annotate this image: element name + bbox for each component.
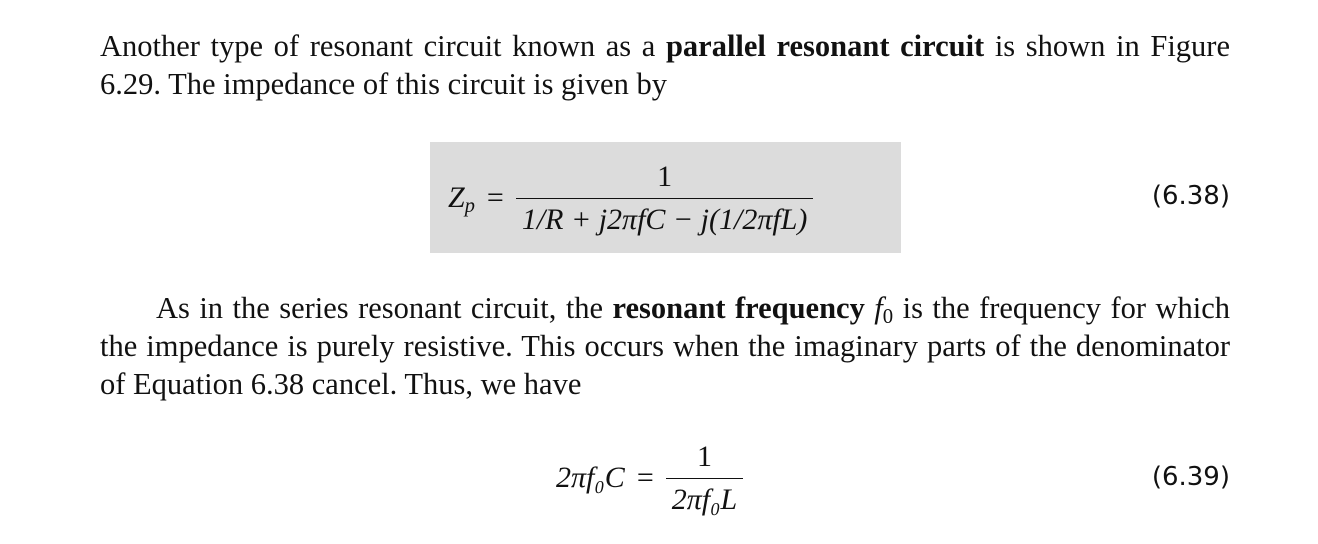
resonant-frequency-subscript: 0 bbox=[882, 306, 894, 329]
equation-number-6-38: (6.38) bbox=[1151, 181, 1230, 211]
term-parallel-resonant-circuit: parallel resonant circuit bbox=[665, 29, 985, 63]
paragraph2-text-after: is the frequency for which the impedance is purely resistive. This occurs when the imaginary parts of the denominator of Equation 6.38 cancel. Thus, we have bbox=[100, 291, 1230, 401]
fraction-denominator: 1/R + j2πfC − j(1/2πfL) bbox=[521, 202, 808, 236]
fraction-numerator: 1 bbox=[657, 159, 673, 193]
impedance-subscript: p bbox=[464, 195, 475, 218]
equals-sign: = bbox=[636, 461, 654, 494]
equation-6-38 bbox=[448, 155, 813, 241]
impedance-symbol: Z bbox=[448, 181, 465, 214]
paragraph-resonant-frequency bbox=[100, 289, 1230, 403]
equation-6-39 bbox=[556, 438, 743, 518]
resonant-frequency-symbol: f bbox=[874, 291, 883, 325]
equation-number-6-39: (6.39) bbox=[1151, 462, 1230, 492]
fraction-denominator: 2πf₀L bbox=[671, 482, 738, 516]
term-resonant-frequency: resonant frequency bbox=[612, 291, 865, 325]
equation-6-38-fraction bbox=[516, 160, 814, 237]
paragraph1-text-after: is shown in Figure 6.29. The impedance of this circuit is given by bbox=[100, 29, 1230, 101]
fraction-numerator: 1 bbox=[696, 439, 712, 473]
equation-6-38-lhs bbox=[448, 181, 475, 218]
equals-sign: = bbox=[486, 181, 504, 214]
equation-6-39-fraction bbox=[666, 440, 743, 517]
paragraph2-text-before: As in the series resonant circuit, the bbox=[156, 291, 613, 325]
paragraph-parallel-resonant-intro bbox=[100, 27, 1230, 103]
paragraph1-text-before: Another type of resonant circuit known as a bbox=[100, 29, 666, 63]
equation-6-39-lhs: 2πf₀C bbox=[556, 461, 625, 494]
